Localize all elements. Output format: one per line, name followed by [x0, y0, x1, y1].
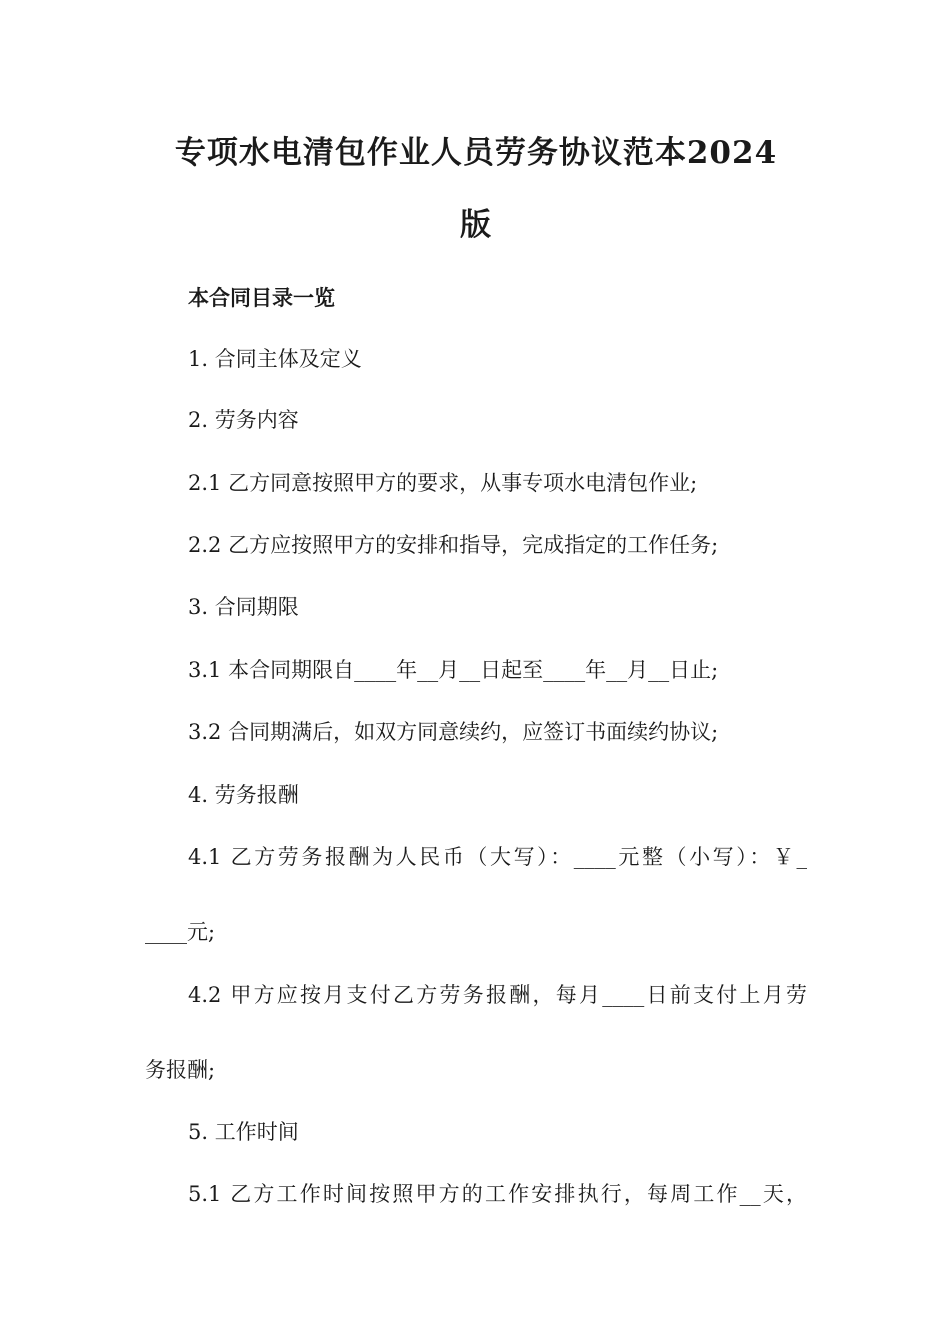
clause-4-2: 4.2 甲方应按月支付乙方劳务报酬，每月____日前支付上月劳	[188, 983, 807, 1007]
document-title-line-2: 版	[460, 207, 492, 243]
clause-4-1: 4.1 乙方劳务报酬为人民币（大写）：____元整（小写）：￥_	[188, 845, 807, 869]
clause-5-1: 5.1 乙方工作时间按照甲方的工作安排执行，每周工作__天，	[188, 1182, 807, 1206]
document-title-line-1: 专项水电清包作业人员劳务协议范本2024	[174, 135, 778, 171]
toc-item-1: 1. 合同主体及定义	[188, 347, 362, 371]
clause-2-2: 2.2 乙方应按照甲方的安排和指导，完成指定的工作任务;	[188, 533, 719, 557]
clause-2-1: 2.1 乙方同意按照甲方的要求，从事专项水电清包作业;	[188, 471, 698, 495]
toc-item-3: 3. 合同期限	[188, 595, 299, 619]
toc-item-5: 5. 工作时间	[188, 1120, 299, 1144]
clause-3-1: 3.1 本合同期限自____年__月__日起至____年__月__日止;	[188, 658, 719, 682]
toc-item-4: 4. 劳务报酬	[188, 783, 299, 807]
clause-4-1-continued: ____元;	[145, 920, 216, 944]
clause-3-2: 3.2 合同期满后，如双方同意续约，应签订书面续约协议;	[188, 720, 719, 744]
toc-item-2: 2. 劳务内容	[188, 408, 299, 432]
toc-heading: 本合同目录一览	[188, 285, 335, 310]
clause-4-2-continued: 务报酬;	[145, 1058, 216, 1082]
